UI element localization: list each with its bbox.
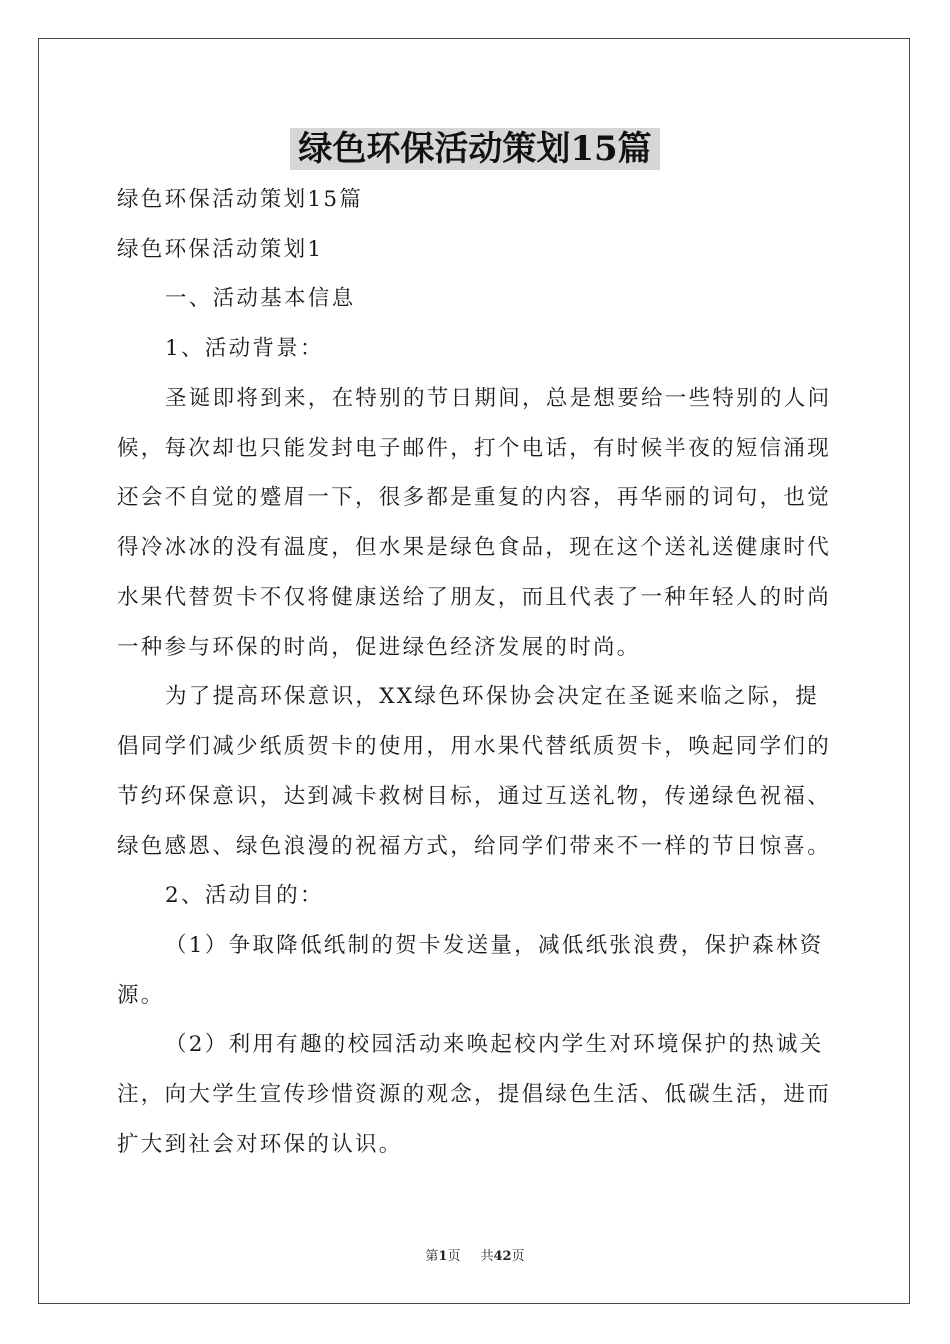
paragraph-line: 倡同学们减少纸质贺卡的使用，用水果代替纸质贺卡，唤起同学们的 — [117, 734, 832, 760]
list-item-line: 源。 — [117, 982, 165, 1008]
section-title: 绿色环保活动策划1 — [117, 236, 324, 262]
page-prefix: 第 — [425, 1249, 439, 1264]
total-prefix: 共 — [480, 1249, 494, 1264]
page-footer — [0, 1248, 950, 1266]
total-suffix: 页 — [511, 1249, 525, 1264]
list-item-line: （1）争取降低纸制的贺卡发送量，减低纸张浪费，保护森林资 — [165, 933, 824, 959]
paragraph-line: 水果代替贺卡不仅将健康送给了朋友，而且代表了一种年轻人的时尚 — [117, 584, 832, 610]
list-item-line: 注，向大学生宣传珍惜资源的观念，提倡绿色生活、低碳生活，进而 — [117, 1082, 832, 1108]
section-heading: 一、活动基本信息 — [165, 286, 356, 312]
subsection-heading: 1、活动背景： — [165, 336, 324, 362]
list-item-line: 扩大到社会对环保的认识。 — [117, 1131, 403, 1157]
list-item-line: （2）利用有趣的校园活动来唤起校内学生对环境保护的热诚关 — [165, 1032, 824, 1058]
page-suffix: 页 — [447, 1249, 461, 1264]
document-subtitle: 绿色环保活动策划15篇 — [117, 187, 364, 212]
total-pages: 42 — [493, 1249, 512, 1264]
paragraph-line: 候，每次却也只能发封电子邮件，打个电话，有时候半夜的短信涌现 — [117, 435, 832, 461]
paragraph-line: 得冷冰冰的没有温度，但水果是绿色食品，现在这个送礼送健康时代 — [117, 535, 832, 561]
paragraph-line: 为了提高环保意识，XX绿色环保协会决定在圣诞来临之际，提 — [165, 684, 820, 710]
paragraph-line: 还会不自觉的蹙眉一下，很多都是重复的内容，再华丽的词句，也觉 — [117, 485, 832, 511]
paragraph-line: 绿色感恩、绿色浪漫的祝福方式，给同学们带来不一样的节日惊喜。 — [117, 833, 832, 859]
document-body — [117, 175, 842, 1170]
document-title: 绿色环保活动策划15篇 — [290, 128, 659, 170]
paragraph-line: 一种参与环保的时尚，促进绿色经济发展的时尚。 — [117, 634, 641, 660]
subsection-heading: 2、活动目的： — [165, 883, 324, 909]
page-number: 1 — [438, 1249, 448, 1264]
paragraph-line: 圣诞即将到来，在特别的节日期间，总是想要给一些特别的人问 — [165, 385, 832, 411]
title-container — [0, 128, 950, 170]
paragraph-line: 节约环保意识，达到减卡救树目标，通过互送礼物，传递绿色祝福、 — [117, 783, 832, 809]
